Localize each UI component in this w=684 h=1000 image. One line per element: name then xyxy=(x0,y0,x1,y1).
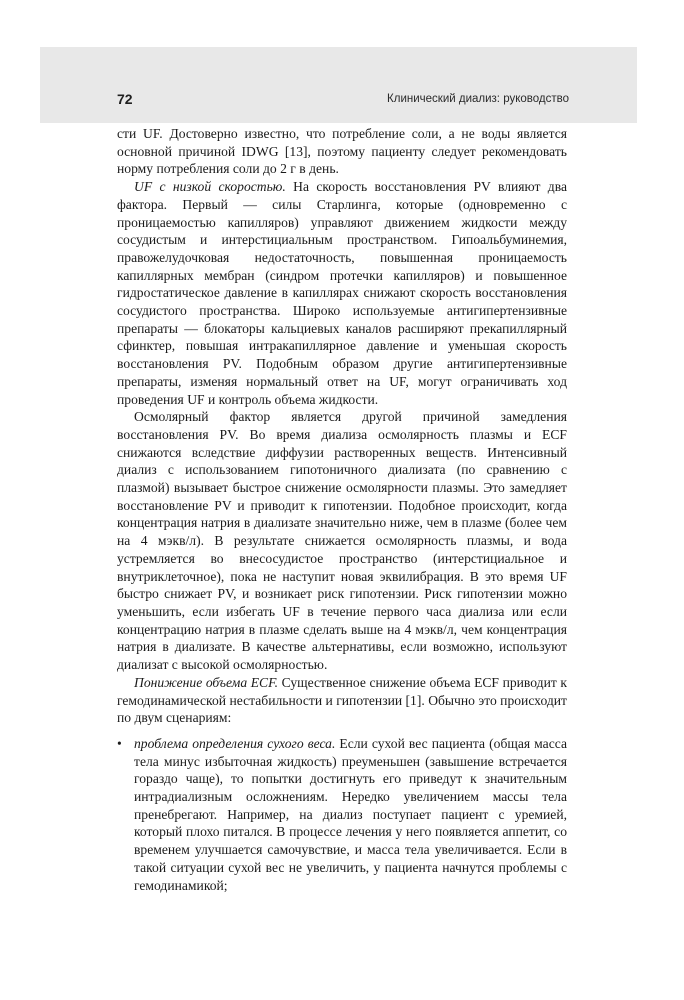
list-item-heading: проблема определения сухого веса. xyxy=(134,735,336,751)
paragraph-salt-intake: сти UF. Достоверно известно, что потребление соли, а не воды является основной причиной IDWG [13], поэтому пациенту следует рекомендовать норму потребления соли до 2 г в день. xyxy=(117,126,567,177)
paragraph-low-rate-uf-text: На скорость восстановления PV влияют два фактора. Первый — силы Старлинга, которые (одновременно с проницаемостью капилляров) управляют движением жидкости между сосудистым и интерстициальным пространством. Гипоальбуминемия, правожелудочковая недостаточность, повышенная проницаемость капиллярных мембран (синдром протечки капилляров) и повышенное гидростатическое давление в капиллярах снижают скорость восстановления сосудистого пространства. Широко используемые антигипертензивные препараты — блокаторы кальциевых каналов расширяют прекапиллярный сфинктер, повышая интракапиллярное давление и уменьшая скорость восстановления PV. Подобным образом другие антигипертензивные препараты, изменяя нормальный ответ на UF, могут ограничивать ход проведения UF и контроль объема жидкости. xyxy=(117,179,567,407)
running-title: Клинический диализ: руководство xyxy=(387,93,569,105)
page-number: 72 xyxy=(117,91,133,107)
paragraph-low-rate-uf xyxy=(117,178,567,408)
page-body xyxy=(117,125,567,894)
running-header-band xyxy=(40,47,637,123)
scenario-list xyxy=(117,735,567,894)
paragraph-ecf-decrease-text: Существенное снижение объема ECF приводит к гемодинамической нестабильности и гипотензии [1]. Обычно это происходит по двум сценариям: xyxy=(117,674,567,726)
bullet-icon: • xyxy=(117,735,122,751)
section-heading-ecf-decrease: Понижение объема ECF. xyxy=(134,674,279,690)
section-heading-low-rate-uf: UF с низкой скоростью. xyxy=(134,179,286,195)
paragraph-osmolar-factor: Осмолярный фактор является другой причиной замедления восстановления PV. Во время диализа осмолярность плазмы и ECF снижаются вследствие диффузии растворенных веществ. Интенсивный диализ с использованием гипотоничного диализата (по сравнению с плазмой) вызывает быстрое снижение осмолярности плазмы. Это замедляет восстановление PV и приводит к гипотензии. Подобное происходит, когда концентрация натрия в диализате значительно ниже, чем в плазме (более чем на 4 мэкв/л). В результате снижается осмолярность плазмы, и вода устремляется во внесосудистое пространство (интерстициальное и внутриклеточное), пока не наступит новая эквилибрация. В это время UF быстро снижает PV, и возникает риск гипотензии. Риск гипотензии можно уменьшить, если избегать UF в течение первого часа диализа или если концентрацию натрия в плазме сделать выше на 4 мэкв/л, чем концентрация натрия в диализате. В качестве альтернативы, если возможно, используют диализат с высокой осмолярностью. xyxy=(117,409,567,673)
list-item xyxy=(117,735,567,894)
list-item-text: Если сухой вес пациента (общая масса тела минус избыточная жидкость) преуменьшен (завышение встречается гораздо чаще), то попытки достигнуть его приведут к значительным интрадиализным осложнениям. Нередко увеличением массы тела пренебрегают. Например, на диализ поступает пациент с уремией, который плохо питался. В процессе лечения у него появляется аппетит, со временем улучшается самочувствие, и масса тела увеличивается. Если в такой ситуации сухой вес не увеличить, у пациента начнутся проблемы с гемодинамикой; xyxy=(134,735,567,893)
paragraph-ecf-decrease xyxy=(117,674,567,727)
